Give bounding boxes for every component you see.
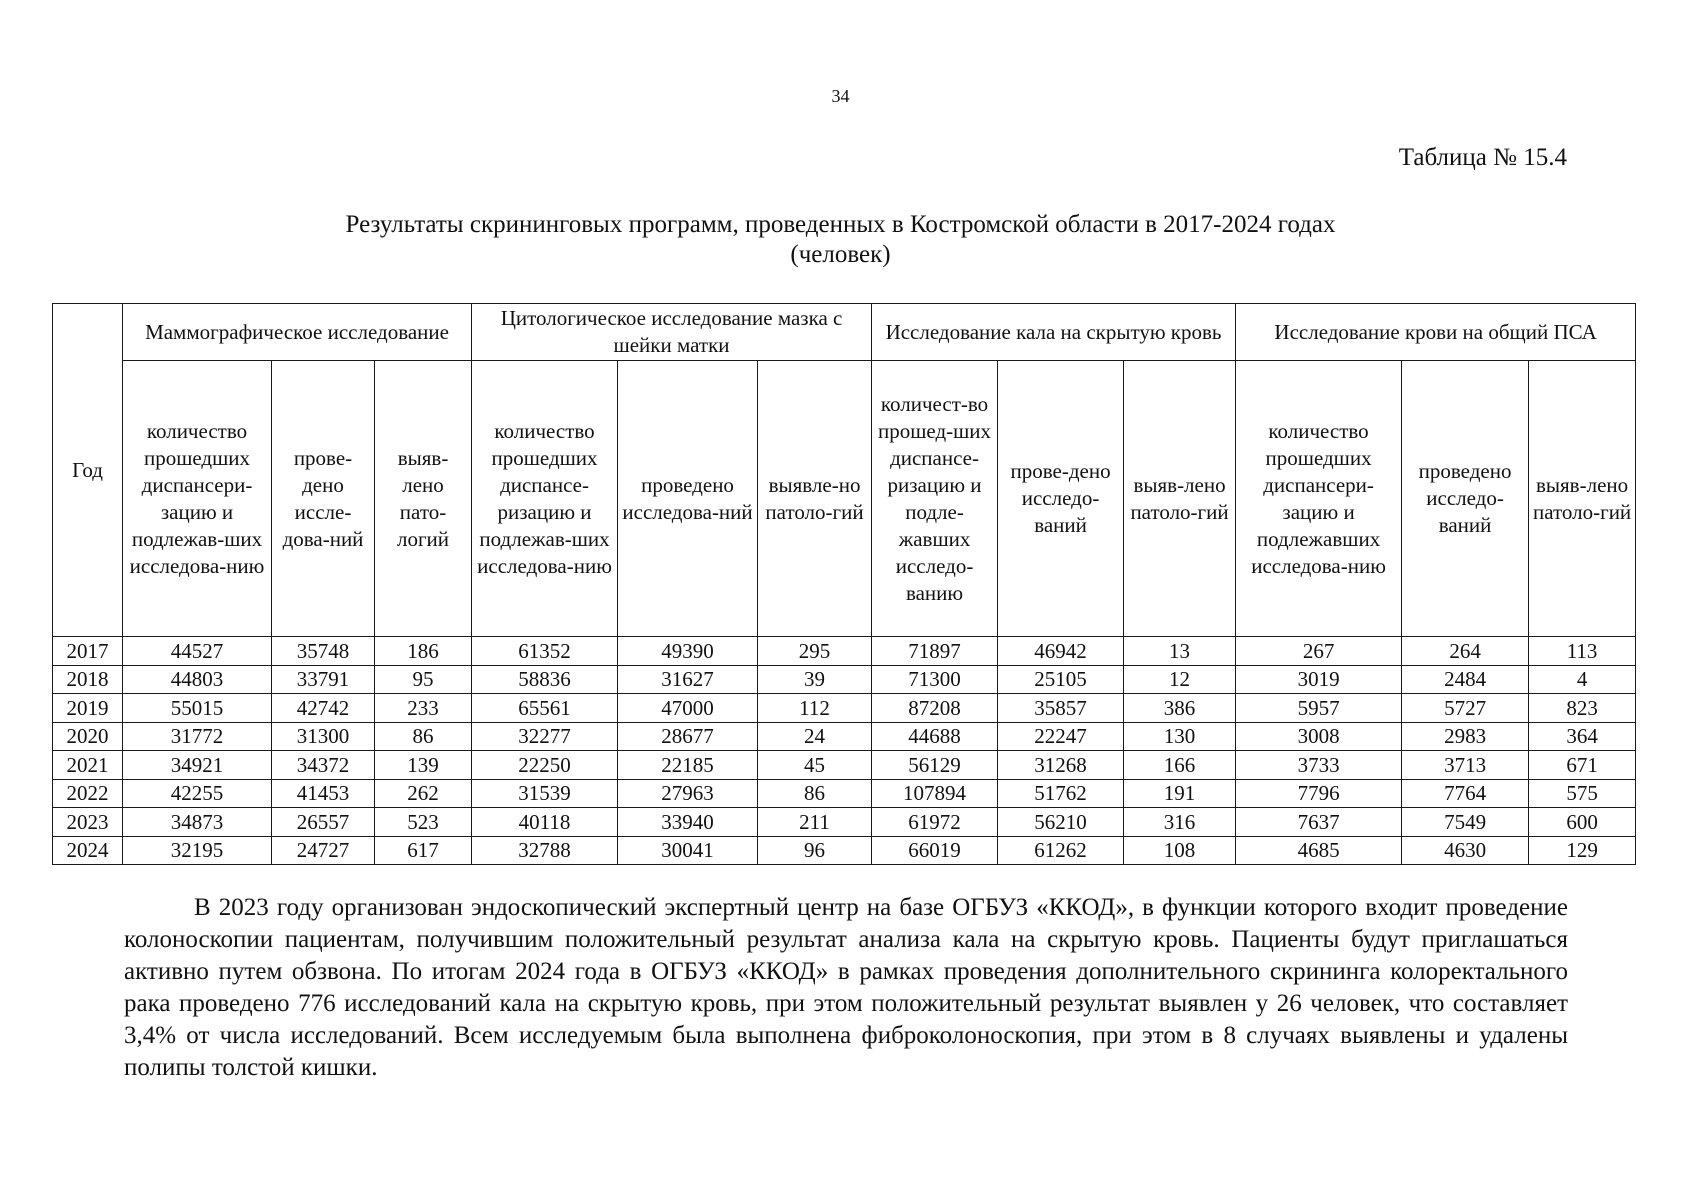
page-number: 34 (831, 86, 850, 106)
value-cell: 617 (375, 836, 472, 865)
value-cell: 4 (1529, 665, 1636, 694)
value-cell: 31539 (472, 779, 618, 808)
group-header-mammography: Маммографическое исследование (123, 304, 472, 361)
table-row (53, 808, 1636, 837)
value-cell: 211 (758, 808, 872, 837)
value-cell: 41453 (272, 779, 375, 808)
column-header: проведено исследо-ваний (1402, 361, 1529, 637)
value-cell: 71300 (872, 665, 998, 694)
column-header: количество прошедших диспансери-зацию и подлежав-ших исследова-нию (123, 361, 272, 637)
value-cell: 7796 (1236, 779, 1402, 808)
value-cell: 32788 (472, 836, 618, 865)
year-header: Год (53, 304, 123, 637)
year-cell: 2022 (53, 779, 123, 808)
value-cell: 4630 (1402, 836, 1529, 865)
value-cell: 233 (375, 694, 472, 723)
column-header: количество прошедших диспансери-зацию и подлежавших исследова-нию (1236, 361, 1402, 637)
value-cell: 39 (758, 665, 872, 694)
value-cell: 24 (758, 722, 872, 751)
value-cell: 32195 (123, 836, 272, 865)
value-cell: 86 (758, 779, 872, 808)
value-cell: 66019 (872, 836, 998, 865)
value-cell: 31772 (123, 722, 272, 751)
value-cell: 55015 (123, 694, 272, 723)
column-header: проведено исследова-ний (618, 361, 758, 637)
title-line-1: Результаты скрининговых программ, проведенных в Костромской области в 2017-2024 годах (345, 211, 1336, 238)
table-row (53, 779, 1636, 808)
year-cell: 2017 (53, 637, 123, 666)
value-cell: 34372 (272, 751, 375, 780)
value-cell: 130 (1124, 722, 1236, 751)
value-cell: 108 (1124, 836, 1236, 865)
column-header: выяв-лено пато-логий (375, 361, 472, 637)
body-paragraph: В 2023 году организован эндоскопический экспертный центр на базе ОГБУЗ «ККОД», в функции которого входит проведение колоноскопии пациентам, получившим положительный результат анализа кала на скрытую кровь. Пациенты будут приглашаться активно путем обзвона. По итогам 2024 года в ОГБУЗ «ККОД» в рамках проведения дополнительного скрининга колоректального рака проведено 776 исследований кала на скрытую кровь, при этом положительный результат выявлен у 26 человек, что составляет 3,4% от числа исследований. Всем исследуемым была выполнена фиброколоноскопия, при этом в 8 случаях выявлены и удалены полипы толстой кишки. (124, 894, 1568, 1081)
value-cell: 35748 (272, 637, 375, 666)
value-cell: 95 (375, 665, 472, 694)
value-cell: 51762 (998, 779, 1124, 808)
value-cell: 7637 (1236, 808, 1402, 837)
year-cell: 2023 (53, 808, 123, 837)
value-cell: 575 (1529, 779, 1636, 808)
value-cell: 26557 (272, 808, 375, 837)
year-cell: 2021 (53, 751, 123, 780)
value-cell: 22250 (472, 751, 618, 780)
value-cell: 107894 (872, 779, 998, 808)
value-cell: 12 (1124, 665, 1236, 694)
value-cell: 33940 (618, 808, 758, 837)
value-cell: 30041 (618, 836, 758, 865)
screening-results-table (52, 303, 1636, 865)
value-cell: 45 (758, 751, 872, 780)
value-cell: 191 (1124, 779, 1236, 808)
column-header: прове-дено иссле-дова-ний (272, 361, 375, 637)
document-title (0, 210, 1681, 270)
value-cell: 56129 (872, 751, 998, 780)
value-cell: 166 (1124, 751, 1236, 780)
value-cell: 4685 (1236, 836, 1402, 865)
value-cell: 44803 (123, 665, 272, 694)
value-cell: 61352 (472, 637, 618, 666)
year-cell: 2018 (53, 665, 123, 694)
value-cell: 2484 (1402, 665, 1529, 694)
value-cell: 129 (1529, 836, 1636, 865)
value-cell: 31627 (618, 665, 758, 694)
value-cell: 600 (1529, 808, 1636, 837)
table-row (53, 694, 1636, 723)
group-header-psa-blood-test: Исследование крови на общий ПСА (1236, 304, 1636, 361)
value-cell: 61972 (872, 808, 998, 837)
value-cell: 27963 (618, 779, 758, 808)
value-cell: 25105 (998, 665, 1124, 694)
table-row (53, 751, 1636, 780)
value-cell: 31268 (998, 751, 1124, 780)
value-cell: 34873 (123, 808, 272, 837)
value-cell: 24727 (272, 836, 375, 865)
table-row (53, 836, 1636, 865)
year-cell: 2020 (53, 722, 123, 751)
value-cell: 186 (375, 637, 472, 666)
table-row (53, 637, 1636, 666)
value-cell: 42255 (123, 779, 272, 808)
year-cell: 2019 (53, 694, 123, 723)
column-header: количество прошедших диспансе-ризацию и подлежав-ших исследова-нию (472, 361, 618, 637)
value-cell: 58836 (472, 665, 618, 694)
column-header: выявле-но патоло-гий (758, 361, 872, 637)
value-cell: 13 (1124, 637, 1236, 666)
value-cell: 262 (375, 779, 472, 808)
value-cell: 5727 (1402, 694, 1529, 723)
column-header: выяв-лено патоло-гий (1124, 361, 1236, 637)
value-cell: 32277 (472, 722, 618, 751)
value-cell: 33791 (272, 665, 375, 694)
value-cell: 295 (758, 637, 872, 666)
value-cell: 264 (1402, 637, 1529, 666)
value-cell: 42742 (272, 694, 375, 723)
value-cell: 364 (1529, 722, 1636, 751)
group-header-cytology: Цитологическое исследование мазка с шейки матки (472, 304, 872, 361)
column-header: выяв-лено патоло-гий (1529, 361, 1636, 637)
value-cell: 3008 (1236, 722, 1402, 751)
header-row-subcolumns (53, 361, 1636, 637)
value-cell: 96 (758, 836, 872, 865)
value-cell: 47000 (618, 694, 758, 723)
value-cell: 3713 (1402, 751, 1529, 780)
value-cell: 3019 (1236, 665, 1402, 694)
table-label: Таблица № 15.4 (1398, 144, 1567, 171)
value-cell: 22185 (618, 751, 758, 780)
value-cell: 523 (375, 808, 472, 837)
value-cell: 22247 (998, 722, 1124, 751)
column-header: прове-дено исследо-ваний (998, 361, 1124, 637)
value-cell: 40118 (472, 808, 618, 837)
value-cell: 61262 (998, 836, 1124, 865)
value-cell: 5957 (1236, 694, 1402, 723)
table-body (53, 637, 1636, 865)
value-cell: 671 (1529, 751, 1636, 780)
value-cell: 46942 (998, 637, 1124, 666)
table-row (53, 665, 1636, 694)
value-cell: 112 (758, 694, 872, 723)
value-cell: 35857 (998, 694, 1124, 723)
value-cell: 7764 (1402, 779, 1529, 808)
value-cell: 31300 (272, 722, 375, 751)
header-row-groups (53, 304, 1636, 361)
value-cell: 267 (1236, 637, 1402, 666)
group-header-stool-occult-blood: Исследование кала на скрытую кровь (872, 304, 1236, 361)
value-cell: 316 (1124, 808, 1236, 837)
value-cell: 65561 (472, 694, 618, 723)
year-cell: 2024 (53, 836, 123, 865)
value-cell: 7549 (1402, 808, 1529, 837)
value-cell: 56210 (998, 808, 1124, 837)
title-line-2: (человек) (790, 241, 891, 268)
value-cell: 823 (1529, 694, 1636, 723)
value-cell: 87208 (872, 694, 998, 723)
value-cell: 44527 (123, 637, 272, 666)
value-cell: 71897 (872, 637, 998, 666)
value-cell: 386 (1124, 694, 1236, 723)
value-cell: 49390 (618, 637, 758, 666)
value-cell: 28677 (618, 722, 758, 751)
column-header: количест-во прошед-ших диспансе-ризацию и подле-жавших исследо-ванию (872, 361, 998, 637)
value-cell: 3733 (1236, 751, 1402, 780)
value-cell: 44688 (872, 722, 998, 751)
value-cell: 86 (375, 722, 472, 751)
value-cell: 2983 (1402, 722, 1529, 751)
value-cell: 139 (375, 751, 472, 780)
value-cell: 34921 (123, 751, 272, 780)
value-cell: 113 (1529, 637, 1636, 666)
table-row (53, 722, 1636, 751)
